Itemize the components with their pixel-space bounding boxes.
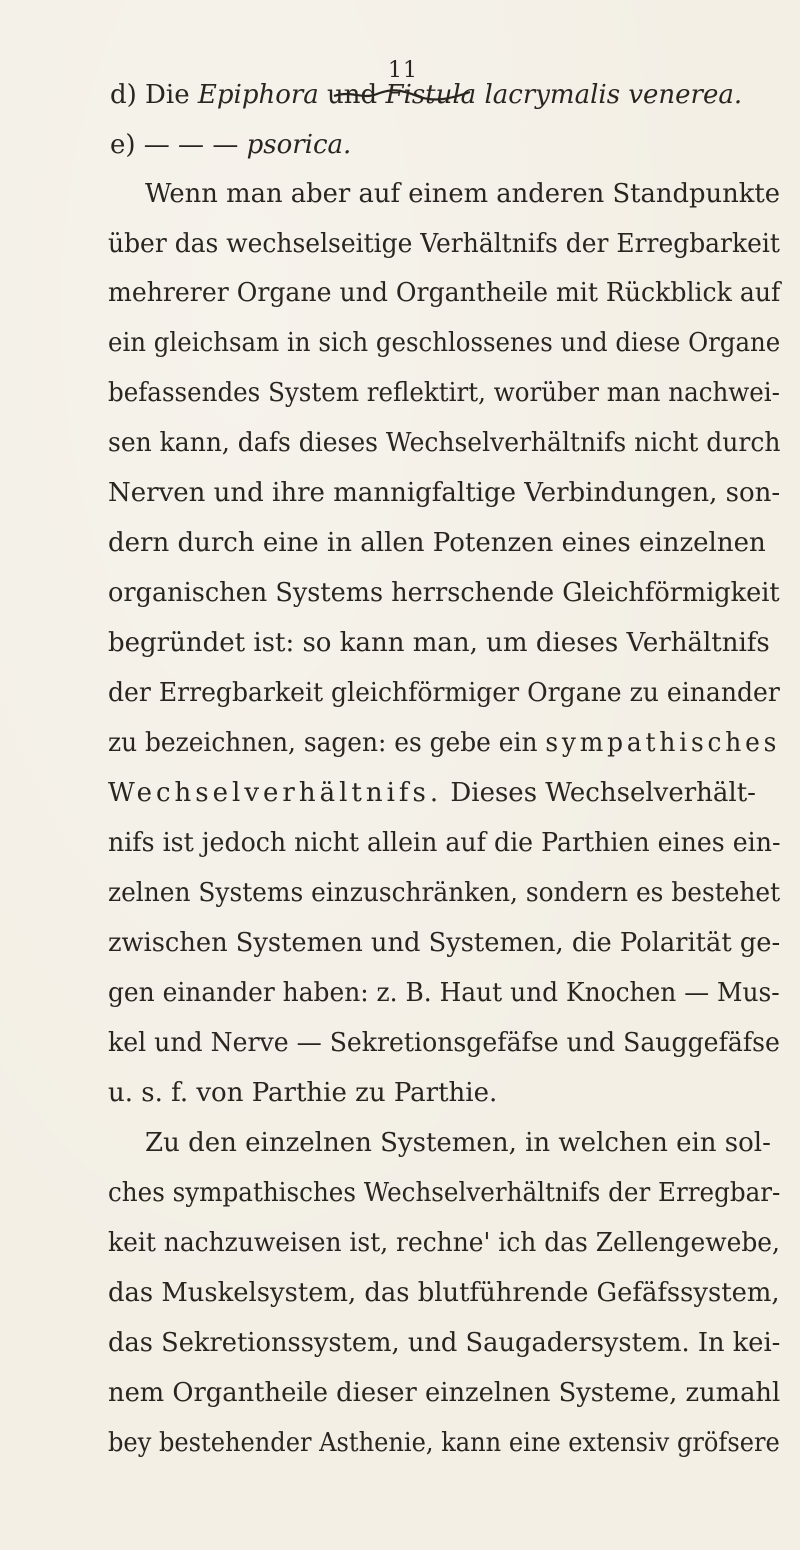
text-line: Zu den einzelnen Systemen, in welchen ein sol- [145,1128,771,1158]
text-line: sen kann, dafs dieses Wechselverhältnifs nicht durch [108,428,781,458]
text-line: mehrerer Organe und Organtheile mit Rückblick auf [108,278,781,308]
text-line: der Erregbarkeit gleichförmiger Organe zu einander [108,678,780,708]
text-line: Nerven und ihre mannigfaltige Verbindungen, son- [108,478,781,508]
text-line: nifs ist jedoch nicht allein auf die Parthien eines ein- [108,828,781,858]
italic-term: Epiphora [197,80,319,110]
text-line: gen einander haben: z. B. Haut und Knochen — Mus- [108,978,780,1008]
text-line: Wenn man aber auf einem anderen Standpunkte [145,179,781,209]
text-span: und [318,80,386,110]
italic-term: Fistula lacrymalis venerea. [385,80,743,110]
spaced-term: Wechselverhältnifs. [108,778,443,808]
text-line: nem Organtheile dieser einzelnen Systeme, zumahl [108,1378,781,1408]
text-line [110,130,351,162]
text-line: über das wechselseitige Verhältnifs der Erregbarkeit [108,229,780,259]
text-line: das Sekretionssystem, und Saugadersystem. In kei- [108,1328,781,1358]
text-span: d) Die [110,80,198,110]
page-number: 11 [388,58,418,83]
text-line [108,778,756,810]
italic-term: psorica. [246,130,352,160]
text-line: organischen Systems herrschende Gleichförmigkeit [108,578,780,608]
text-line: bey bestehender Asthenie, kann eine extensiv gröfsere [108,1428,780,1458]
text-line: dern durch eine in allen Potenzen eines einzelnen [108,528,766,558]
text-line: das Muskelsystem, das blutführende Gefäfssystem, [108,1278,780,1308]
text-line [108,728,780,760]
spaced-term: sympathisches [545,728,781,758]
text-line: ein gleichsam in sich geschlossenes und diese Organe [108,328,781,358]
text-line: ches sympathisches Wechselverhältnifs der Erregbar- [108,1178,781,1208]
text-span: zu bezeichnen, sagen: es gebe ein [108,728,546,758]
text-line: u. s. f. von Parthie zu Parthie. [108,1078,498,1108]
text-line: keit nachzuweisen ist, rechne' ich das Zellengewebe, [108,1228,780,1258]
text-line: zelnen Systems einzuschränken, sondern es bestehet [108,878,781,908]
text-line: befassendes System reflektirt, worüber man nachwei- [108,378,780,408]
text-line: kel und Nerve — Sekretionsgefäfse und Sauggefäfse [108,1028,780,1058]
text-span: Dieses Wechselverhält- [442,778,756,808]
text-line [110,80,742,112]
text-span: e) — — — [110,130,247,160]
text-line: begründet ist: so kann man, um dieses Verhältnifs [108,628,770,658]
text-line: zwischen Systemen und Systemen, die Polarität ge- [108,928,781,958]
